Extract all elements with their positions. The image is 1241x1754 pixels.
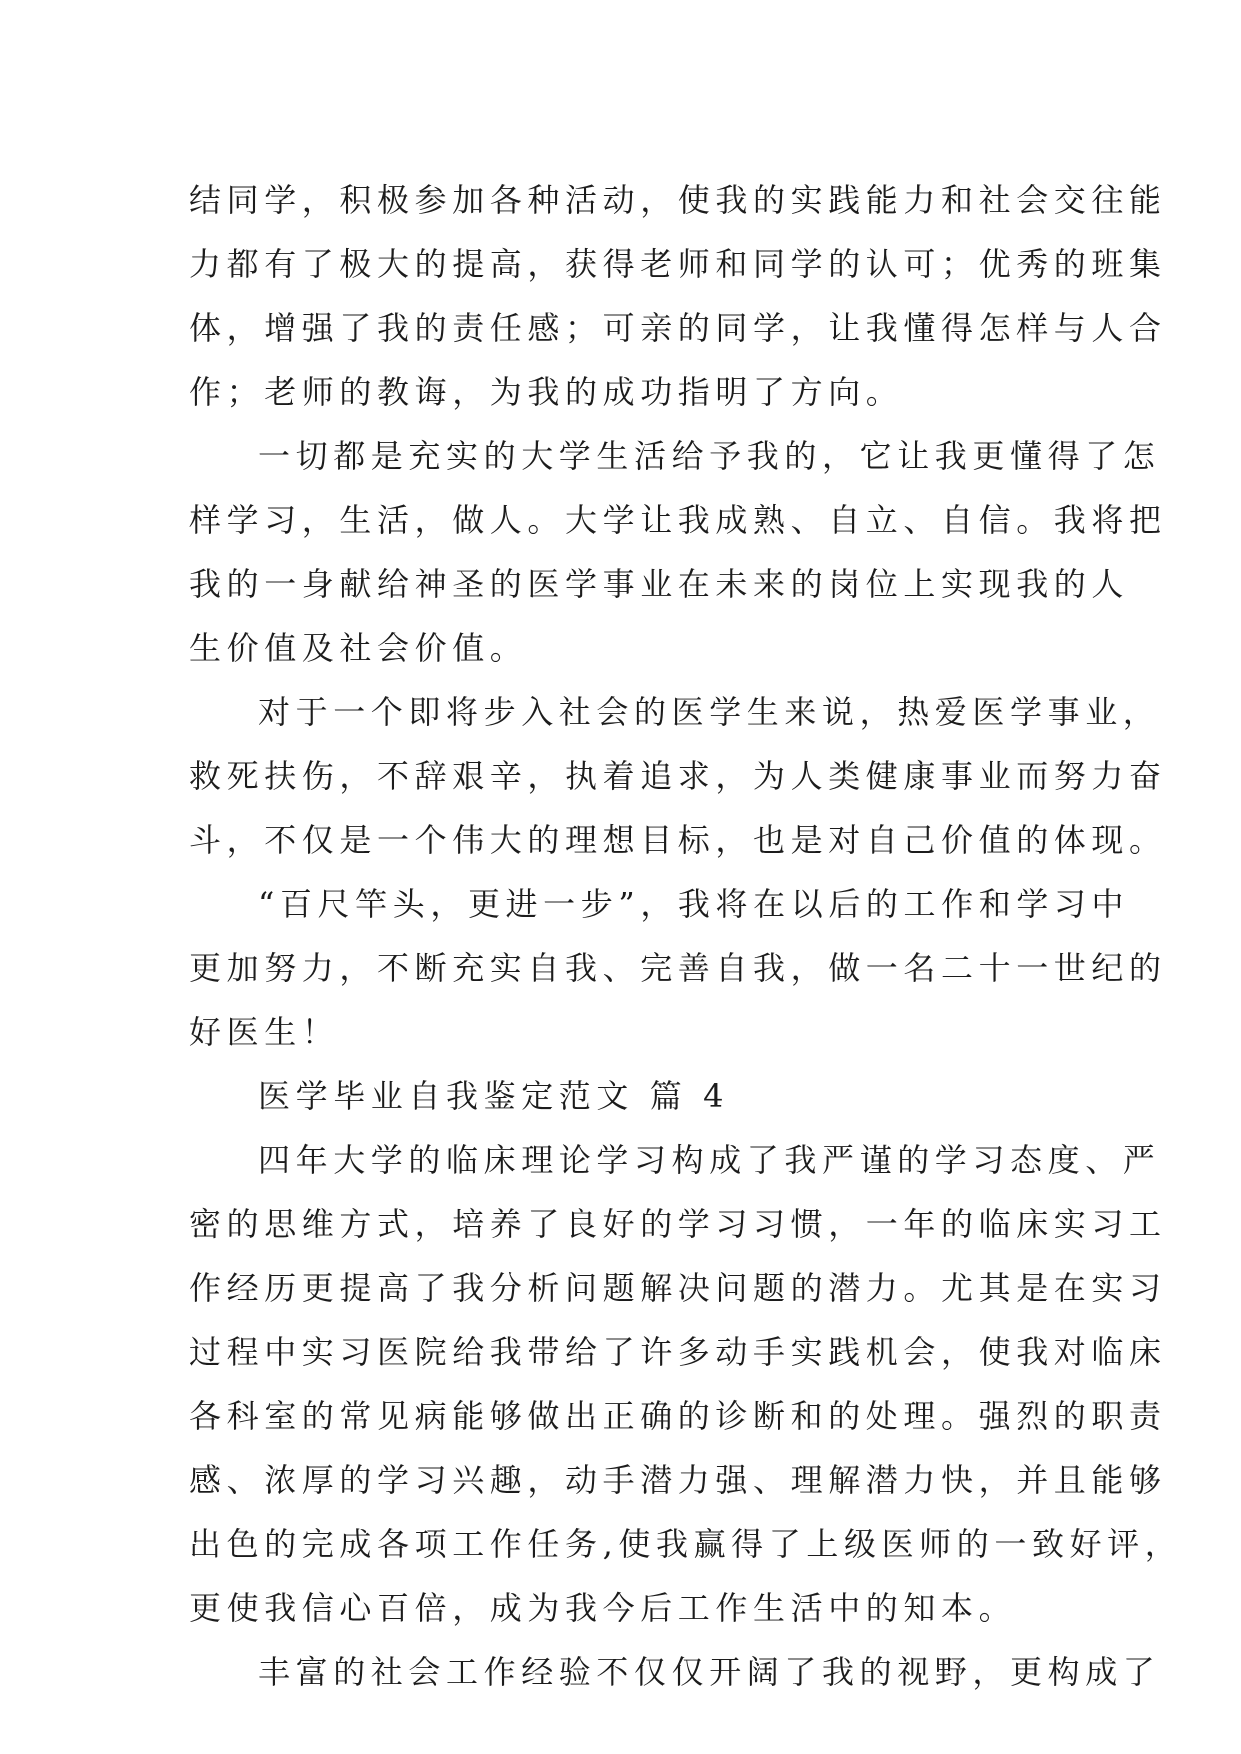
document-body <box>189 168 1183 1704</box>
text-line: 好医生！ <box>189 1013 340 1051</box>
paragraph-start-line: 四年大学的临床理论学习构成了我严谨的学习态度、严 <box>258 1141 1161 1179</box>
text-line: 样学习，生活，做人。大学让我成熟、自立、自信。我将把 <box>189 501 1167 539</box>
text-line: 力都有了极大的提高，获得老师和同学的认可；优秀的班集 <box>189 245 1167 283</box>
text-line: 结同学，积极参加各种活动，使我的实践能力和社会交往能 <box>189 181 1167 219</box>
section-heading: 医学毕业自我鉴定范文 篇 4 <box>258 1077 730 1115</box>
paragraph-start-line: 一切都是充实的大学生活给予我的，它让我更懂得了怎 <box>258 437 1161 475</box>
text-line: 救死扶伤，不辞艰辛，执着追求，为人类健康事业而努力奋 <box>189 757 1167 795</box>
text-line: 感、浓厚的学习兴趣，动手潜力强、理解潜力快，并且能够 <box>189 1461 1167 1499</box>
paragraph-start-line: 丰富的社会工作经验不仅仅开阔了我的视野，更构成了 <box>258 1653 1161 1691</box>
text-line: 各科室的常见病能够做出正确的诊断和的处理。强烈的职责 <box>189 1397 1167 1435</box>
text-line: 作经历更提高了我分析问题解决问题的潜力。尤其是在实习 <box>189 1269 1167 1307</box>
paragraph-start-line: 对于一个即将步入社会的医学生来说，热爱医学事业， <box>258 693 1161 731</box>
paragraph-start-line: “百尺竿头，更进一步”，我将在以后的工作和学习中 <box>258 885 1130 923</box>
text-line: 更加努力，不断充实自我、完善自我，做一名二十一世纪的 <box>189 949 1167 987</box>
text-line: 我的一身献给神圣的医学事业在未来的岗位上实现我的人 <box>189 565 1130 603</box>
text-line: 过程中实习医院给我带给了许多动手实践机会，使我对临床 <box>189 1333 1167 1371</box>
text-line: 体，增强了我的责任感；可亲的同学，让我懂得怎样与人合 <box>189 309 1167 347</box>
text-line: 生价值及社会价值。 <box>189 629 528 667</box>
text-line: 作；老师的教诲，为我的成功指明了方向。 <box>189 373 904 411</box>
text-line: 更使我信心百倍，成为我今后工作生活中的知本。 <box>189 1589 1017 1627</box>
text-line: 出色的完成各项工作任务,使我赢得了上级医师的一致好评， <box>189 1525 1183 1563</box>
text-line: 斗，不仅是一个伟大的理想目标，也是对自己价值的体现。 <box>189 821 1167 859</box>
text-line: 密的思维方式，培养了良好的学习习惯，一年的临床实习工 <box>189 1205 1167 1243</box>
